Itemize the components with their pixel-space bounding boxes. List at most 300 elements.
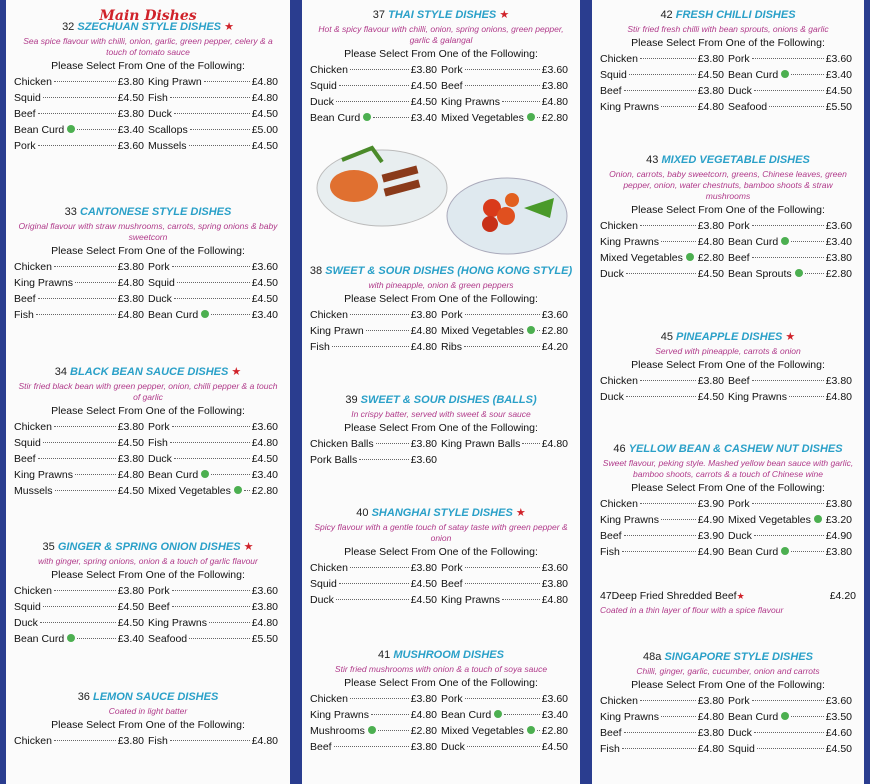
dish-price: £4.50	[251, 453, 278, 465]
dish-price: £4.50	[117, 601, 144, 613]
dish-item	[600, 83, 728, 99]
dish-name: Duck	[148, 293, 172, 305]
dish-description: Coated in a thin layer of flour with a spice flavour	[600, 605, 784, 615]
dish-item	[728, 741, 856, 757]
dish-name: Pork	[148, 585, 170, 597]
dish-name: Pork	[148, 421, 170, 433]
dish-price: £3.80	[697, 85, 724, 97]
section-number: 33	[64, 206, 77, 218]
dish-price: £4.50	[251, 277, 278, 289]
dish-name: Bean Curd	[14, 124, 65, 136]
section-number: 32	[62, 21, 75, 33]
dish-name: King Prawns	[14, 277, 73, 289]
menu-section	[302, 506, 580, 608]
section-title	[592, 330, 864, 344]
dish-name: Beef	[600, 530, 622, 542]
dish-name: Chicken	[310, 309, 348, 321]
dish-name: Pork	[148, 261, 170, 273]
menu-section	[592, 153, 864, 282]
dish-name: Duck	[310, 594, 334, 606]
section-description: with ginger, spring onions, onion & a touch of garlic flavour	[38, 556, 258, 566]
dish-price: £3.80	[697, 695, 724, 707]
dish-name: Pork	[441, 309, 463, 321]
dish-grid	[310, 691, 572, 755]
dish-price: £4.80	[541, 96, 568, 108]
dish-price: £3.80	[117, 735, 144, 747]
dish-price: £2.80	[541, 325, 568, 337]
section-name: SWEET & SOUR DISHES (HONG KONG STYLE)	[325, 265, 573, 277]
dish-price: £3.60	[251, 585, 278, 597]
dish-item	[600, 709, 728, 725]
dish-item	[148, 583, 282, 599]
dish-item	[600, 266, 728, 282]
vegetarian-icon	[686, 253, 694, 261]
dish-price: £3.80	[410, 562, 437, 574]
dish-price: £4.80	[251, 617, 278, 629]
dish-price: £3.80	[117, 76, 144, 88]
dish-name: Duck	[441, 741, 465, 753]
dish-item	[728, 234, 856, 250]
dish-price: £3.80	[117, 585, 144, 597]
dish-price: £3.40	[825, 236, 852, 248]
dish-item	[600, 544, 728, 560]
dish-price: £4.80	[541, 438, 568, 450]
dish-name: Mixed Vegetables	[441, 112, 524, 124]
spicy-star-icon: ★	[496, 9, 510, 21]
dish-price: £4.50	[410, 594, 437, 606]
dish-item	[728, 496, 856, 512]
dish-item	[441, 94, 572, 110]
dish-item	[441, 62, 572, 78]
section-name: SZECHUAN STYLE DISHES	[77, 21, 222, 33]
dish-name: Duck	[148, 108, 172, 120]
dish-item	[310, 110, 441, 126]
spicy-star-icon: ★	[736, 591, 745, 601]
dish-price: £3.80	[117, 261, 144, 273]
dish-item	[148, 483, 282, 499]
dish-name: King Prawns	[600, 711, 659, 723]
section-number: 41	[378, 649, 391, 661]
dish-item	[310, 436, 441, 452]
dish-price: £5.50	[825, 101, 852, 113]
dish-price: £3.80	[825, 498, 852, 510]
dish-price: £3.60	[251, 421, 278, 433]
dish-item	[310, 691, 441, 707]
dish-item	[728, 83, 856, 99]
dish-name: Chicken	[310, 562, 348, 574]
dish-grid	[310, 436, 572, 468]
vegetarian-icon	[201, 470, 209, 478]
dish-price: £4.90	[697, 546, 724, 558]
dish-price: £4.50	[117, 617, 144, 629]
section-title	[302, 8, 580, 22]
dish-name: Fish	[310, 341, 330, 353]
dish-name: Mushrooms	[310, 725, 365, 737]
section-number: 38	[309, 265, 323, 277]
dish-item	[728, 250, 856, 266]
dish-price: £4.50	[697, 69, 724, 81]
section-title	[6, 690, 290, 704]
dish-name: King Prawn	[310, 325, 364, 337]
section-number: 40	[356, 507, 369, 519]
menu-section	[592, 330, 864, 405]
dish-price: £3.80	[117, 453, 144, 465]
dish-price: £4.80	[117, 469, 144, 481]
dish-price: £4.50	[697, 268, 724, 280]
vegetarian-icon	[781, 70, 789, 78]
section-number: 42	[660, 9, 673, 21]
dish-item	[728, 266, 856, 282]
dish-price: £4.50	[117, 485, 144, 497]
dish-name: Bean Curd	[728, 711, 779, 723]
dish-name: Squid	[14, 437, 41, 449]
dish-price: £3.50	[825, 711, 852, 723]
dish-item	[14, 631, 148, 647]
dish-name: Bean Curd	[441, 709, 492, 721]
vegetarian-icon	[368, 726, 376, 734]
section-description: Onion, carrots, baby sweetcorn, greens, Chinese leaves, green pepper, onion, water chestnuts, bamboo shoots & straw mushrooms	[609, 169, 847, 201]
dish-item	[441, 78, 572, 94]
dish-item	[310, 339, 441, 355]
section-title	[592, 8, 864, 22]
dish-name: Beef	[14, 453, 36, 465]
dish-name: Chicken	[14, 585, 52, 597]
dish-item	[148, 733, 282, 749]
dish-name: Chicken	[310, 64, 348, 76]
dish-name: Bean Sprouts	[728, 268, 792, 280]
section-description: In crispy batter, served with sweet & sour sauce	[351, 409, 531, 419]
dish-name: Pork	[728, 695, 750, 707]
dish-item	[728, 51, 856, 67]
dish-price: £4.80	[410, 341, 437, 353]
section-number: 36	[77, 691, 90, 703]
dish-name: Squid	[310, 578, 337, 590]
dish-name: Mixed Vegetables	[728, 514, 811, 526]
dish-item	[441, 707, 572, 723]
section-title	[592, 650, 864, 664]
dish-item	[600, 67, 728, 83]
dish-name: Chicken	[600, 220, 638, 232]
dish-name: Mussels	[14, 485, 53, 497]
dish-price: £4.80	[697, 711, 724, 723]
spicy-star-icon: ★	[782, 331, 796, 343]
section-title	[6, 540, 290, 554]
dish-price: £3.40	[251, 309, 278, 321]
menu-section	[302, 8, 580, 126]
section-name: YELLOW BEAN & CASHEW NUT DISHES	[628, 443, 843, 455]
section-number: 37	[372, 9, 386, 21]
dish-item	[148, 138, 282, 154]
dish-name: Squid	[14, 601, 41, 613]
dish-item	[148, 122, 282, 138]
dish-price: £3.90	[697, 498, 724, 510]
dish-price: £3.40	[251, 469, 278, 481]
dish-item	[14, 275, 148, 291]
section-title	[302, 264, 580, 278]
dish-item	[600, 693, 728, 709]
dish-item	[148, 615, 282, 631]
select-prompt: Please Select From One of the Following:	[344, 422, 538, 434]
dish-price: £3.60	[825, 220, 852, 232]
dish-name: Pork	[728, 53, 750, 65]
dish-item	[441, 739, 572, 755]
dish-price: £4.80	[117, 277, 144, 289]
dish-name: Beef	[14, 108, 36, 120]
dish-price: £4.50	[825, 85, 852, 97]
menu-section	[302, 264, 580, 355]
vegetarian-icon	[234, 486, 242, 494]
dish-name: Duck	[728, 85, 752, 97]
dish-item	[600, 218, 728, 234]
dish-price: £4.80	[410, 709, 437, 721]
section-name: MIXED VEGETABLE DISHES	[661, 154, 810, 166]
dish-item	[148, 451, 282, 467]
dish-name: Fish	[14, 309, 34, 321]
dish-name: Beef	[728, 375, 750, 387]
dish-price: £3.80	[541, 80, 568, 92]
dish-grid	[600, 496, 856, 560]
dish-item	[14, 90, 148, 106]
dish-price: £4.50	[410, 80, 437, 92]
dish-item	[728, 544, 856, 560]
section-number: 46	[613, 443, 626, 455]
dish-item	[441, 110, 572, 126]
dish-price: £3.80	[697, 375, 724, 387]
dish-name: Chicken	[600, 695, 638, 707]
dish-name: Fish	[148, 735, 168, 747]
dish-name: Duck	[600, 268, 624, 280]
spicy-star-icon: ★	[240, 541, 254, 553]
dish-name: King Prawns	[441, 96, 500, 108]
dish-name: Beef	[728, 252, 750, 264]
select-prompt: Please Select From One of the Following:	[51, 405, 245, 417]
dish-price: £2.80	[825, 268, 852, 280]
dish-item	[441, 323, 572, 339]
main-dishes-heading: Main Dishes	[99, 8, 197, 24]
dish-item	[728, 389, 856, 405]
dish-price: £3.80	[825, 375, 852, 387]
dish-name: Chicken	[14, 76, 52, 88]
dish-item	[14, 106, 148, 122]
vegetarian-icon	[67, 634, 75, 642]
dish-item	[441, 307, 572, 323]
spicy-star-icon: ★	[228, 366, 242, 378]
dish-item	[728, 528, 856, 544]
select-prompt: Please Select From One of the Following:	[631, 204, 825, 216]
dish-name: 47Deep Fried Shredded Beef	[600, 590, 737, 602]
dish-name: Duck	[728, 727, 752, 739]
dish-name: Bean Curd	[728, 546, 779, 558]
dish-price: £3.60	[825, 53, 852, 65]
dish-price: £3.60	[251, 261, 278, 273]
section-description: Stir fried black bean with green pepper, onion, chilli pepper & a touch of garlic	[18, 381, 278, 402]
dish-name: Fish	[148, 92, 168, 104]
dish-grid	[600, 51, 856, 115]
section-number: 48a	[643, 651, 662, 663]
dish-grid	[310, 307, 572, 355]
dish-name: Mixed Vegetables	[600, 252, 683, 264]
select-prompt: Please Select From One of the Following:	[344, 48, 538, 60]
select-prompt: Please Select From One of the Following:	[344, 677, 538, 689]
dish-price: £3.80	[410, 438, 437, 450]
dish-name: King Prawns	[728, 391, 787, 403]
dish-name: Fish	[148, 437, 168, 449]
dish-item	[14, 451, 148, 467]
dish-item	[14, 419, 148, 435]
dish-price: £3.40	[117, 633, 144, 645]
section-number: 35	[42, 541, 55, 553]
dish-item	[728, 709, 856, 725]
dish-name: Bean Curd	[728, 236, 779, 248]
section-number: 43	[646, 154, 659, 166]
dish-price: £3.80	[825, 546, 852, 558]
section-name: SWEET & SOUR DISHES (BALLS)	[360, 394, 537, 406]
dish-price: £3.60	[410, 454, 437, 466]
dish-price: £3.40	[541, 709, 568, 721]
select-prompt: Please Select From One of the Following:	[631, 359, 825, 371]
dish-item	[441, 576, 572, 592]
dish-name: Chicken	[14, 261, 52, 273]
dish-name: Beef	[14, 293, 36, 305]
dish-item	[600, 528, 728, 544]
menu-section	[6, 540, 290, 647]
dish-name: King Prawns	[600, 514, 659, 526]
sweet-sour-dish-photo	[442, 168, 572, 258]
dish-price: £3.80	[410, 64, 437, 76]
dish-price: £4.80	[251, 437, 278, 449]
spicy-star-icon: ★	[221, 21, 234, 33]
dish-price: £2.80	[410, 725, 437, 737]
dish-price: £3.80	[541, 578, 568, 590]
dish-name: Squid	[600, 69, 627, 81]
section-name: BLACK BEAN SAUCE DISHES	[70, 366, 229, 378]
section-name: THAI STYLE DISHES	[388, 9, 497, 21]
dish-item	[14, 467, 148, 483]
dish-item	[14, 291, 148, 307]
section-description: Hot & spicy flavour with chilli, onion, spring onions, green pepper, garlic & galangal	[318, 24, 564, 45]
dish-price: £4.80	[251, 92, 278, 104]
dish-name: Ribs	[441, 341, 463, 353]
menu-section	[302, 648, 580, 755]
dish-name: King Prawn Balls	[441, 438, 521, 450]
dish-price: £3.40	[410, 112, 437, 124]
section-title	[592, 442, 864, 456]
dish-item	[600, 373, 728, 389]
select-prompt: Please Select From One of the Following:	[631, 679, 825, 691]
section-name: SHANGHAI STYLE DISHES	[371, 507, 513, 519]
dish-price: £5.00	[251, 124, 278, 136]
dish-price: £3.80	[697, 220, 724, 232]
dish-price: £4.50	[251, 293, 278, 305]
dish-item	[728, 693, 856, 709]
dish-price: £3.20	[825, 514, 852, 526]
dish-price: £4.50	[251, 140, 278, 152]
select-prompt: Please Select From One of the Following:	[51, 245, 245, 257]
dish-price: £3.80	[825, 252, 852, 264]
dish-item	[310, 707, 441, 723]
dish-price: £4.80	[541, 594, 568, 606]
dish-item	[441, 691, 572, 707]
dish-price: £4.80	[697, 101, 724, 113]
dish-price: £3.60	[541, 309, 568, 321]
dish-name: Bean Curd	[728, 69, 779, 81]
menu-section	[6, 20, 290, 154]
dish-name: Pork	[441, 64, 463, 76]
dish-name: Pork Balls	[310, 454, 358, 466]
dish-item	[441, 560, 572, 576]
menu-column-1	[6, 0, 290, 784]
dish-item	[728, 99, 856, 115]
dish-price: £4.20	[829, 590, 856, 602]
dish-item	[14, 483, 148, 499]
section-title	[302, 393, 580, 407]
vegetarian-icon	[781, 547, 789, 555]
dish-item	[148, 419, 282, 435]
dish-item	[600, 741, 728, 757]
dish-grid	[14, 419, 282, 499]
dish-item	[148, 106, 282, 122]
dish-item	[310, 723, 441, 739]
dish-grid	[310, 560, 572, 608]
dish-item	[600, 496, 728, 512]
dish-price: £3.80	[410, 741, 437, 753]
menu-section	[592, 585, 864, 617]
dish-price: £2.80	[251, 485, 278, 497]
dish-item	[14, 583, 148, 599]
dish-item	[148, 259, 282, 275]
dish-item	[14, 733, 148, 749]
dish-price: £4.50	[251, 108, 278, 120]
section-title	[6, 20, 290, 34]
section-name: PINEAPPLE DISHES	[676, 331, 783, 343]
dish-price: £3.80	[410, 309, 437, 321]
menu-section	[592, 8, 864, 115]
dish-name: Mussels	[148, 140, 187, 152]
dish-item	[148, 90, 282, 106]
dish-price: £4.80	[251, 76, 278, 88]
dish-price: £4.90	[825, 530, 852, 542]
dish-item	[441, 592, 572, 608]
satay-dish-photo	[312, 140, 452, 230]
dish-price: £3.80	[117, 108, 144, 120]
dish-item	[148, 275, 282, 291]
dish-item	[728, 67, 856, 83]
dish-price: £2.80	[697, 252, 724, 264]
dish-name: Beef	[600, 727, 622, 739]
dish-price: £4.50	[825, 743, 852, 755]
dish-item	[310, 62, 441, 78]
vegetarian-icon	[527, 113, 535, 121]
vegetarian-icon	[527, 726, 535, 734]
dish-price: £3.40	[825, 69, 852, 81]
dish-item	[148, 599, 282, 615]
dish-item	[600, 99, 728, 115]
section-title	[592, 153, 864, 167]
dish-price: £3.80	[251, 601, 278, 613]
vegetarian-icon	[795, 269, 803, 277]
menu-column-2	[302, 0, 580, 784]
dish-name: Beef	[600, 85, 622, 97]
dish-item	[148, 467, 282, 483]
section-title	[302, 506, 580, 520]
vegetarian-icon	[363, 113, 371, 121]
dish-item	[441, 339, 572, 355]
dish-name: Duck	[600, 391, 624, 403]
section-name: FRESH CHILLI DISHES	[675, 9, 796, 21]
dish-item	[310, 452, 441, 468]
dish-price: £2.80	[541, 725, 568, 737]
dish-grid	[310, 62, 572, 126]
